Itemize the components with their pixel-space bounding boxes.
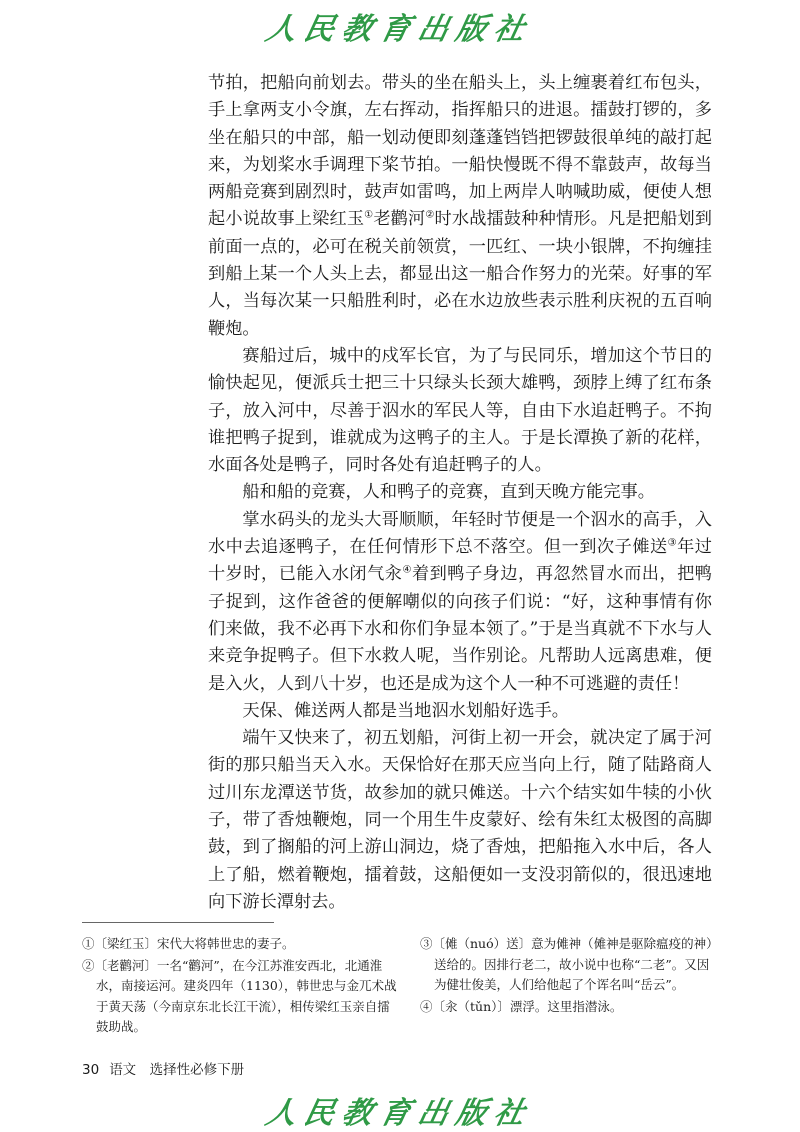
footnotes-right	[420, 934, 720, 1018]
paragraph-2: 赛船过后，城中的戍军长官，为了与民同乐，增加这个节日的愉快起见，便派兵士把三十只绿头长颈大雄鸭，颈脖上缚了红布条子，放入河中，尽善于泅水的军民人等，自由下水追赶鸭子。不拘谁把鸭子捉到，谁就成为这鸭子的主人。于是长潭换了新的花样，水面各处是鸭子，同时各处有追赶鸭子的人。	[208, 345, 712, 476]
paragraph-3: 船和船的竞赛，人和鸭子的竞赛，直到天晚方能完事。	[242, 482, 655, 503]
footnote-4: ④〔汆（tǔn）〕漂浮。这里指潜泳。	[420, 998, 623, 1014]
paragraph-1: 节拍，把船向前划去。带头的坐在船头上，头上缠裹着红布包头，手上拿两支小令旗，左右挥动，指挥船只的进退。擂鼓打锣的，多坐在船只的中部，船一划动便即刻蓬蓬铛铛把锣鼓很单纯的敲打起来，为划桨水手调理下桨节拍。一船快慢既不得不靠鼓声，故每当两船竞赛到剧烈时，鼓声如雷鸣，加上两岸人呐喊助威，便使人想起小说故事上梁红玉①老鹳河②时水战擂鼓种种情形。凡是把船划到前面一点的，必可在税关前领赏，一匹红、一块小银牌，不拘缠挂到船上某一个人头上去，都显出这一船合作努力的光荣。好事的军人，当每次某一只船胜利时，必在水边放些表示胜利庆祝的五百响鞭炮。	[208, 73, 712, 339]
footnote-ref-4: ④	[402, 564, 412, 576]
footnote-ref-3: ③	[667, 537, 678, 549]
publisher-logo-bottom: 人民教育出版社	[262, 1096, 536, 1131]
page-footer	[82, 1058, 244, 1078]
footnote-1: ①〔梁红玉〕宋代大将韩世忠的妻子。	[82, 936, 295, 951]
footnote-ref-1: ①	[364, 209, 374, 221]
paragraph-4: 掌水码头的龙头大哥顺顺，年轻时节便是一个泅水的高手，入水中去追逐鸭子，在任何情形下总不落空。但一到次子傩送③年过十岁时，已能入水闭气汆④着到鸭子身边，再忽然冒水而出，把鸭子捉到，这作爸爸的便解嘲似的向孩子们说：“好，这种事情有你们来做，我不必再下水和你们争显本领了。”于是当真就不下水与人来竞争捉鸭子。但下水救人呢，当作别论。凡帮助人远离患难，便是入火，人到八十岁，也还是成为这个人一种不可逃避的责任！	[208, 509, 712, 694]
paragraph-5: 天保、傩送两人都是当地泅水划船好选手。	[242, 700, 569, 721]
footnote-3: ③〔傩（nuó）送〕意为傩神（傩神是驱除瘟疫的神）送给的。因排行老二，故小说中也称“二老”。又因为健壮俊美，人们给他起了个诨名叫“岳云”。	[420, 936, 719, 992]
publisher-logo-top: 人民教育出版社	[262, 12, 536, 47]
page-number: 30	[82, 1062, 100, 1078]
footnote-ref-2: ②	[425, 209, 435, 221]
footnotes-left	[82, 934, 400, 1039]
footnote-2: ②〔老鹳河〕一名“鹳河”，在今江苏淮安西北，北通淮水，南接运河。建炎四年（1130），韩世忠与金兀术战于黄天荡（今南京东北长江干流），相传梁红玉亲自擂鼓助战。	[82, 957, 397, 1034]
book-title: 语文 选择性必修下册	[109, 1062, 245, 1078]
paragraph-6: 端午又快来了，初五划船，河街上初一开会，就决定了属于河街的那只船当天入水。天保恰好在那天应当向上行，随了陆路商人过川东龙潭送节货，故参加的就只傩送。十六个结实如牛犊的小伙子，带了香烛鞭炮，同一个用生牛皮蒙好、绘有朱红太极图的高脚鼓，到了搁船的河上游山洞边，烧了香烛，把船拖入水中后，各人上了船，燃着鞭炮，擂着鼓，这船便如一支没羽箭似的，很迅速地向下游长潭射去。	[208, 728, 712, 912]
main-text	[208, 70, 712, 916]
footnote-divider	[82, 922, 274, 923]
